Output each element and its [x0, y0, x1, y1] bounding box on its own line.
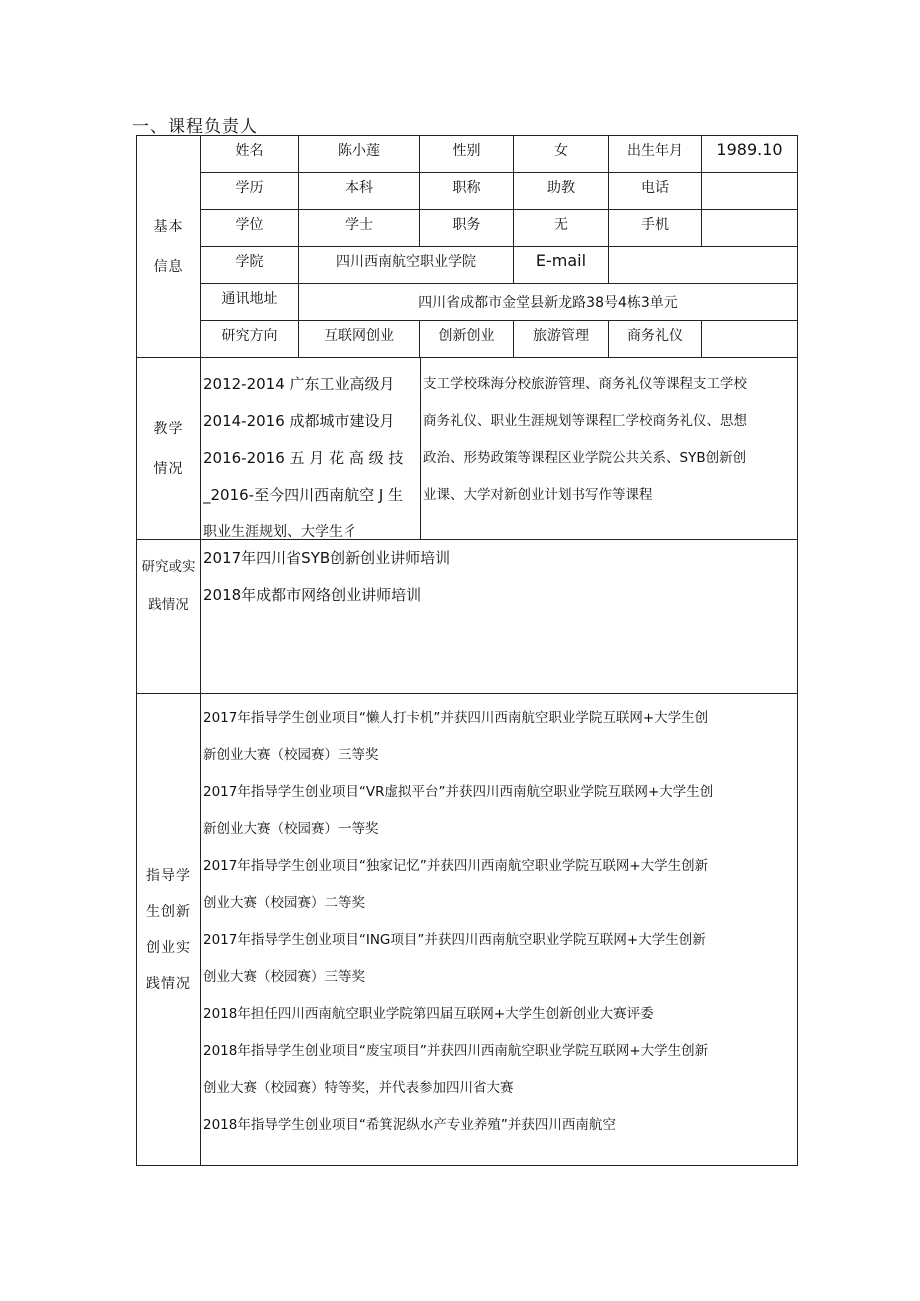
- teaching-left-line: 2014-2016 成都城市建设月: [203, 412, 395, 430]
- research-practice-label-line1: 研究或实: [141, 559, 196, 575]
- guidance-line: 2017年指导学生创业项目“独家记忆”并获四川西南航空职业学院互联网+大学生创新: [203, 858, 709, 874]
- research-practice-line: 2017年四川省SYB创新创业讲师培训: [203, 549, 451, 567]
- college-value: 四川西南航空职业学院: [299, 247, 514, 284]
- teaching-right-line: 支工学校珠海分校旅游管理、商务礼仪等课程支工学校: [423, 376, 747, 392]
- basic-info-label-line2: 信息: [153, 258, 184, 275]
- teaching-right-line: 政治、形势政策等课程区业学院公共关系、SYB创新创: [423, 450, 747, 466]
- title-value: 助教: [514, 173, 609, 210]
- phone-value: [702, 173, 798, 210]
- post-value: 无: [514, 210, 609, 247]
- teaching-left-cell: [201, 358, 421, 540]
- section-heading: 一、课程负责人: [132, 117, 258, 137]
- basic-info-label-line1: 基本: [153, 218, 184, 235]
- education-label: 学历: [201, 173, 299, 210]
- guidance-line: 2017年指导学生创业项目“懒人打卡机”并获四川西南航空职业学院互联网+大学生创: [203, 710, 709, 726]
- guidance-label-line1: 指导学: [146, 867, 191, 884]
- guidance-label-line2: 生创新: [146, 903, 191, 920]
- address-value: 四川省成都市金堂县新龙路38号4栋3单元: [299, 284, 798, 321]
- birth-value: 1989.10: [702, 136, 798, 173]
- teaching-right-cell: [421, 358, 798, 540]
- phone-label: 电话: [609, 173, 702, 210]
- email-value: [609, 247, 798, 284]
- guidance-cell: [201, 694, 798, 1166]
- guidance-line: 创业大赛（校园赛）三等奖: [203, 969, 365, 985]
- teaching-label-line2: 情况: [153, 460, 184, 477]
- name-value: 陈小莲: [299, 136, 420, 173]
- guidance-line: 2018年指导学生创业项目“废宝项目”并获四川西南航空职业学院互联网+大学生创新: [203, 1043, 709, 1059]
- teaching-left-line: 职业生涯规划、大学生彳: [203, 524, 357, 540]
- education-value: 本科: [299, 173, 420, 210]
- research-direction-label: 研究方向: [201, 321, 299, 358]
- post-label: 职务: [420, 210, 514, 247]
- guidance-line: 新创业大赛（校园赛）三等奖: [203, 747, 379, 763]
- guidance-line: 2017年指导学生创业项目“VR虚拟平台”并获四川西南航空职业学院互联网+大学生创: [203, 784, 714, 800]
- research-practice-label: [137, 540, 201, 694]
- guidance-label-line3: 创业实: [146, 939, 191, 956]
- guidance-label-line4: 践情况: [146, 975, 191, 992]
- guidance-line: 新创业大赛（校园赛）一等奖: [203, 821, 379, 837]
- teaching-label-line1: 教学: [153, 420, 184, 437]
- guidance-line: 2018年担任四川西南航空职业学院第四届互联网+大学生创新创业大赛评委: [203, 1006, 654, 1022]
- teaching-right-line: 业课、大学对新创业计划书写作等课程: [423, 487, 653, 503]
- research-item-empty: [702, 321, 798, 358]
- address-label: 通讯地址: [201, 284, 299, 321]
- degree-label: 学位: [201, 210, 299, 247]
- research-item-4: 商务礼仪: [609, 321, 702, 358]
- title-label: 职称: [420, 173, 514, 210]
- teaching-left-line: _2016-至今四川西南航空 J 生: [203, 486, 404, 504]
- guidance-line: 2017年指导学生创业项目“ING项目”并获四川西南航空职业学院互联网+大学生创新: [203, 932, 706, 948]
- gender-value: 女: [514, 136, 609, 173]
- gender-label: 性别: [420, 136, 514, 173]
- research-item-3: 旅游管理: [514, 321, 609, 358]
- teaching-label: [137, 358, 201, 540]
- research-item-1: 互联网创业: [299, 321, 420, 358]
- teaching-right-line: 商务礼仪、职业生涯规划等课程匚学校商务礼仪、思想: [423, 413, 747, 429]
- email-label: E-mail: [514, 247, 609, 284]
- guidance-label: [137, 694, 201, 1166]
- research-item-2: 创新创业: [420, 321, 514, 358]
- research-practice-cell: [201, 540, 798, 694]
- research-practice-label-line2: 践情况: [148, 597, 189, 613]
- course-leader-table: [136, 135, 798, 1166]
- guidance-line: 2018年指导学生创业项目“希箕泥纵水产专业养殖”并获四川西南航空: [203, 1117, 616, 1133]
- degree-value: 学士: [299, 210, 420, 247]
- teaching-left-line: 2016-2016 五 月 花 高 级 技: [203, 449, 404, 467]
- teaching-left-line: 2012-2014 广东工业高级月: [203, 375, 395, 393]
- birth-label: 出生年月: [609, 136, 702, 173]
- research-practice-line: 2018年成都市网络创业讲师培训: [203, 586, 422, 604]
- name-label: 姓名: [201, 136, 299, 173]
- college-label: 学院: [201, 247, 299, 284]
- guidance-line: 创业大赛（校园赛）二等奖: [203, 895, 365, 911]
- mobile-value: [702, 210, 798, 247]
- guidance-line: 创业大赛（校园赛）特等奖，并代表参加四川省大赛: [203, 1080, 514, 1096]
- mobile-label: 手机: [609, 210, 702, 247]
- basic-info-label: [137, 136, 201, 358]
